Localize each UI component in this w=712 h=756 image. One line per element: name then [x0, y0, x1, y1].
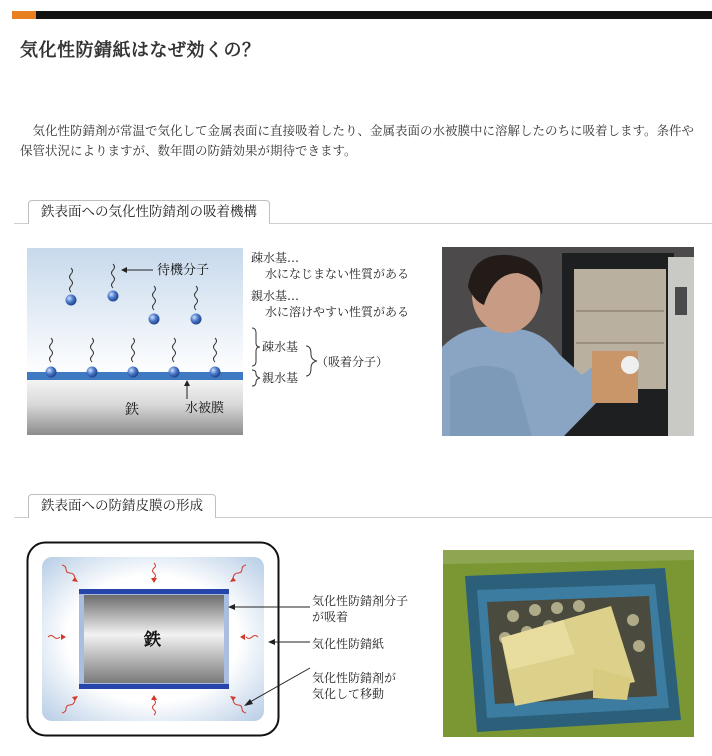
hydrophobic-group-label: 疎水基	[262, 340, 299, 354]
hydrophobic-desc: 水になじまない性質がある	[265, 267, 410, 281]
section-tab-label: 鉄表面への防錆皮膜の形成	[28, 494, 216, 518]
iron-label: 鉄	[144, 630, 161, 650]
top-bar-accent	[12, 11, 36, 19]
intro-paragraph: 気化性防錆剤が常温で気化して金属表面に直接吸着したり、金属表面の水被膜中に溶解したのちに吸着します。条件や保管状況によりますが、数年間の防錆効果が期待できます。	[20, 123, 695, 158]
photo-worker-test-chamber	[442, 247, 694, 436]
callout-vapor-line2: 気化して移動	[312, 687, 385, 701]
hydrophobic-title: 疎水基…	[251, 251, 300, 265]
adsorption-diagram	[27, 248, 243, 435]
film-callout-lines	[220, 590, 312, 710]
hydrophobic-brace	[252, 328, 260, 366]
page-title: 気化性防錆紙はなぜ効くの？	[20, 40, 261, 61]
callout-paper: 気化性防錆紙	[312, 637, 385, 651]
callout-molecule-line1: 気化性防錆剤分子	[312, 594, 409, 608]
photo-parts-bin-wrapped	[443, 550, 694, 737]
waiting-molecule-label: 待機分子	[157, 263, 210, 278]
callout-vapor-line1: 気化性防錆剤が	[312, 671, 397, 685]
hydrophilic-desc: 水に溶けやすい性質がある	[265, 305, 410, 319]
section-tab-label: 鉄表面への気化性防錆剤の吸着機構	[28, 200, 270, 224]
hydrophilic-title: 親水基…	[251, 289, 300, 303]
adsorbed-molecule-label: （吸着分子）	[316, 355, 389, 369]
air-area	[27, 248, 243, 376]
hydrophilic-brace	[252, 370, 260, 386]
top-bar	[12, 11, 712, 19]
iron-label: 鉄	[125, 402, 139, 418]
water-film-label: 水被膜	[185, 401, 225, 416]
hydrophilic-group-label: 親水基	[262, 371, 299, 385]
callout-molecule-line2: が吸着	[312, 610, 349, 624]
